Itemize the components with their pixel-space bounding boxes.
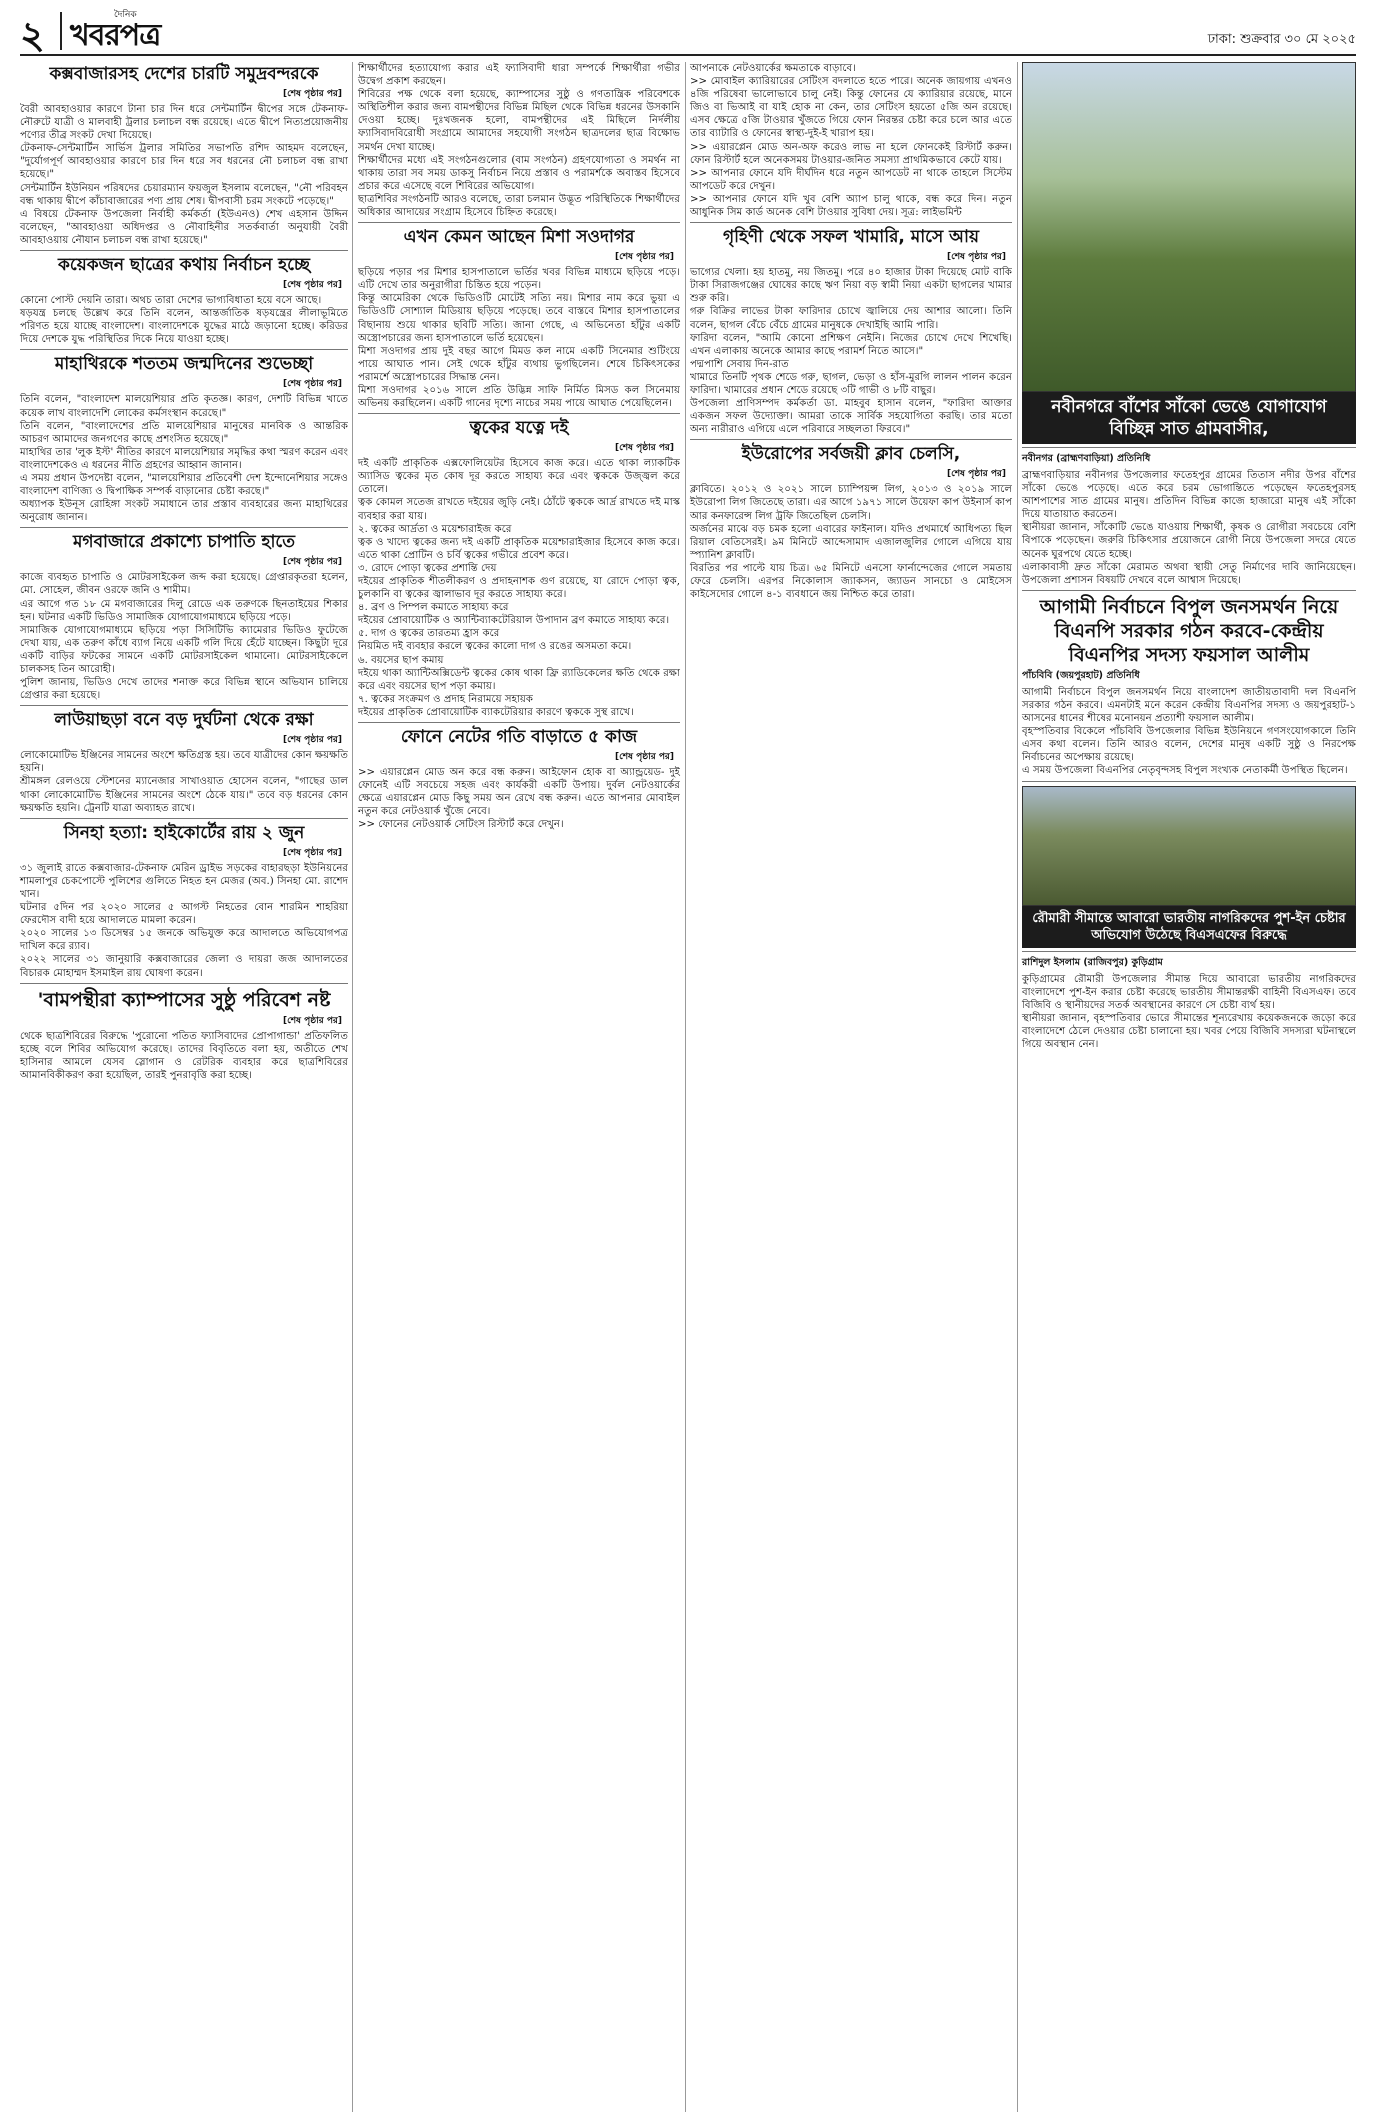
article (690, 62, 1012, 223)
masthead-divider (60, 12, 62, 50)
article (20, 988, 352, 1085)
article-body: কুড়িগ্রামের রৌমারী উপজেলার সীমান্ত দিয়ে আবারো ভারতীয় নাগরিকদের বাংলাদেশে পুশ-ইন করার চেষ্টা করেছে ভারতীয় সীমান্তরক্ষী বাহিনী বিএসএফ। তবে বিজিবি ও স্থানীয়দের সতর্ক অবস্থানের কারণে সে চেষ্টা ব্যর্থ হয়। স্থানীয়রা জানান, বৃহস্পতিবার ভোরে সীমান্তের শূন্যরেখায় কয়েকজনকে জড়ো করে বাংলাদেশে ঠেলে দেওয়ার চেষ্টা চালানো হয়। খবর পেয়ে বিজিবি সদস্যরা ঘটনাস্থলে গিয়ে অবস্থান নেন। (1022, 973, 1356, 1050)
photo-caption-headline: নবীনগরে বাঁশের সাঁকো ভেঙে যোগাযোগ বিচ্ছিন্ন সাত গ্রামবাসীর, (1022, 392, 1356, 444)
continued-label: [শেষ পৃষ্ঠার পর] (946, 252, 1006, 263)
column-4 (1022, 62, 1356, 2112)
article-body: লোকোমোটিভ ইঞ্জিনের সামনের অংশে ক্ষতিগ্রস্ত হয়। তবে যাত্রীদের কোন ক্ষয়ক্ষতি হয়নি। শ্রীমঙ্গল রেলওয়ে স্টেশনের ম্যানেজার সাখাওয়াত হোসেন বলেন, "গাছের ডাল থাকা লোকোমোটিভ ইঞ্জিনের সামনের অংশে ঠেকে যায়।" তবে বড় ধরনের কোন ক্ষয়ক্ষতি হয়নি। ট্রেনটি যাত্রা অব্যাহত রাখে। (20, 750, 348, 814)
column-1 (20, 62, 352, 2112)
article-headline: ইউরোপের সর্বজয়ী ক্লাব চেলসি, (741, 444, 961, 465)
continued-label: [শেষ পৃষ্ঠার পর] (282, 847, 342, 858)
article (1022, 62, 1356, 448)
article-headline: কক্সবাজারসহ দেশের চারটি সমুদ্রবন্দরকে (49, 64, 319, 84)
article-body: থেকে ছাত্রশিবিরের বিরুদ্ধে 'পুরোনো পতিত ফ্যাসিবাদের প্রোপাগান্ডা' প্রতিফলিত হচ্ছে বলে শিবির অভিযোগ করেছে। তাদের বিবৃতিতে বলা হয়, অতীতে শেখ হাসিনার আমলে যেসব স্লোগান ও রেটরিক ব্যবহার করে ছাত্রশিবিরের আমানবিকীকরণ করা হয়েছিল, তারই পুনরাবৃত্তি করা হচ্ছে। (20, 1030, 352, 1081)
article (20, 255, 348, 350)
page-number: ২ (20, 13, 45, 57)
article (358, 227, 680, 414)
article (20, 823, 348, 984)
article-body: ক্লাবিতে। ২০১২ ও ২০২১ সালে চ্যাম্পিয়ন্স লিগ, ২০১৩ ও ২০১৯ সালে ইউরোপা লিগ জিতেছে তারা। এর আগে ১৯৭১ সালে উয়েফা কাপ উইনার্স কাপ আর কনফারেন্স লিগ ট্রফি জিতেছিল চেলসি। অর্জনের মাঝে বড় চমক হলো এবারের ফাইনাল। যদিও প্রথমার্ধে আধিপত্য ছিল রিয়াল বেতিসেরই। ৯ম মিনিটে আব্দেসামাদ এজালজুলির গোলে এগিয়ে যায় স্প্যানিশ ক্লাবটি। বিরতির পর পাল্টে যায় চিত্র। ৬৫ মিনিটে এনসো ফার্নান্দেজের গোলে সমতায় ফেরে চেলসি। এরপর নিকোলাস জ্যাকসন, জ্যাডন সানচো ও মোইসেস কাইসেদোর গোলে ৪-১ ব্যবধানে জয় নিশ্চিত করে তারা। (690, 484, 1012, 601)
article-headline: লাউয়াছড়া বনে বড় দুর্ঘটনা থেকে রক্ষা (54, 710, 314, 731)
continued-label: [শেষ পৃষ্ঠার পর] (614, 752, 674, 763)
article-body: ছড়িয়ে পড়ার পর মিশার হাসপাতালে ভর্তির খবর বিভিন্ন মাধ্যমে ছড়িয়ে পড়ে। এটি দেখে তার অনুরাগীরা চিন্তিত হয়ে পড়েন। কিন্তু আমেরিকা থেকে ভিডিওটি মোটেই সত্যি নয়। মিশার নাম করে ভুয়া এ ভিডিওটি সোশ্যাল মিডিয়ায় ছড়িয়ে পড়েছে। তবে বাস্তবে মিশার হাসপাতালের বিছানায় শুয়ে থাকার ছবিটি সত্যি। জানা গেছে, এ অভিনেতা হাঁটুর একটি অস্ত্রোপচারের জন্য হাসপাতালে ভর্তি হয়েছেন। মিশা সওদাগর প্রায় দুই বছর আগে মিমড কল নামে একটি সিনেমার শুটিংয়ে পায়ে আঘাত পান। সেই থেকে হাঁটুর ব্যথায় ভুগছিলেন। শেষে চিকিৎসকের পরামর্শে অস্ত্রোপচারের সিদ্ধান্ত নেন। মিশা সওদাগর ২০১৬ সালে প্রতি উদ্ভিন্ন সাফি নির্মিত মিসড কল সিনেমায় অভিনয় করছিলেন। একটি গানের দৃশ্যে নাচের সময় পায়ে আঘাত পেয়েছিলেন। (358, 267, 680, 410)
article-headline: ত্বকের যত্নে দই (469, 418, 569, 439)
dateline: ঢাকা: শুক্রবার ৩০ মে ২০২৫ (1207, 32, 1356, 47)
article-headline: মগবাজারে প্রকাশ্যে চাপাতি হাতে (72, 532, 296, 553)
news-photo (1022, 62, 1356, 392)
article-headline: ফোনে নেটের গতি বাড়াতে ৫ কাজ (400, 727, 638, 748)
article-body: কোনো পোস্ট দেয়নি তারা। অথচ তারা দেশের ভাগ্যবিধাতা হয়ে বসে আছে। ষড়যন্ত্র চলছে উল্লেখ করে তিনি বলেন, আন্তর্জাতিক ষড়যন্ত্রের লীলাভূমিতে পরিণত হয়ে যাচ্ছে বাংলাদেশ। বাংলাদেশকে যুদ্ধের মাঠে জড়ানো হচ্ছে। করিডর দিয়ে দেশকে যুদ্ধ পরিস্থিতির দিকে নিয়ে যাওয়া হচ্ছে। (20, 295, 348, 346)
article-body: আপনাকে নেটওয়ার্কের ক্ষমতাকে বাড়াবে। >> মোবাইল ক্যারিয়ারের সেটিংস বদলাতে হতে পারে। অনেক জায়গায় এখনও ৪জি পরিষেবা ভালোভাবে চালু নেই। কিন্তু ফোনের যে ক্যারিয়ার রয়েছে, মানে জিও বা ভিআই বা যাই হোক না কেন, তার সেটিংস হয়তো ৫জি অন রয়েছে। এসব ক্ষেত্রে ৫জি টাওয়ার খুঁজতে গিয়ে ফোন নিরন্তর চেষ্টা করে চলে আর এতে তার ব্যাটারি ও ফোনের স্বাস্থ্য-দুই-ই খারাপ হয়। >> এয়ারপ্লেন মোড অন-অফ করেও লাভ না হলে ফোনকেই রিস্টার্ট করুন। ফোন রিস্টার্ট হলে অনেকসময় টাওয়ার-জনিত সমস্যা প্রাথমিকভাবে কেটে যায়। >> আপনার ফোনে যদি দীর্ঘদিন ধরে নতুন আপডেট না থাকে তাহলে সিস্টেম আপডেট করে দেখুন। >> আপনার ফোনে যদি খুব বেশি অ্যাপ চালু থাকে, বন্ধ করে দিন। নতুন আধুনিক সিম কার্ড অনেক বেশি টাওয়ার সুবিধা দেয়। সূত্র: লাইভমিন্ট (690, 63, 1012, 219)
column-rule (1017, 62, 1018, 2112)
article-body: >> এয়ারপ্লেন মোড অন করে বন্ধ করুন। আইফোন হোক বা অ্যান্ড্রয়েড- দুই ফোনেই এটি সবচেয়ে সহজ এবং কার্যকরী একটি উপায়। দুর্বল নেটওয়ার্কের ক্ষেত্রে এয়ারপ্লেন মোড কিছু সময় অন রেখে বন্ধ করুন। এতে আপনার মোবাইল নতুন করে নেটওয়ার্ক খুঁজে নেবে। >> ফোনের নেটওয়ার্ক সেটিংস রিস্টার্ট করে দেখুন। (358, 767, 680, 831)
logo-small-text: দৈনিক (114, 10, 137, 20)
article-headline: কয়েকজন ছাত্রের কথায় নির্বাচন হচ্ছে (58, 255, 310, 276)
continued-label: [শেষ পৃষ্ঠার পর] (282, 1015, 342, 1026)
article (20, 532, 348, 706)
continued-label: [শেষ পৃষ্ঠার পর] (282, 89, 342, 99)
continued-label: [শেষ পৃষ্ঠার পর] (282, 280, 342, 291)
article-body: শিক্ষার্থীদের হত্যাযোগ্য করার এই ফ্যাসিবাদী ধারা সম্পর্কে শিক্ষার্থীরা গভীর উদ্বেগ প্রকাশ করছেন। শিবিরের পক্ষ থেকে বলা হয়েছে, ক্যাম্পাসের সুষ্ঠু ও গণতান্ত্রিক পরিবেশকে অস্থিতিশীল করার জন্য বামপন্থীদের বিভিন্ন মিছিল থেকে বিভিন্ন ধরনের উসকানি দেওয়া হচ্ছে। দুঃখজনক হলো, বামপন্থীদের এই মিছিলে নির্দলীয় ফ্যাসিবাদবিরোধী সংগ্রামে আমাদের সহযোগী সংগঠন ছাত্রদলের ছাত্র বিক্ষোভ সমর্থন দেখা যাচ্ছে। শিক্ষার্থীদের মধ্যে এই সংগঠনগুলোর (বাম সংগঠন) গ্রহণযোগ্যতা ও সমর্থন না থাকায় তারা সব সময় ডাকসু নির্বাচন নিয়ে প্রস্তাব ও পরামর্শকে অবাস্তব হিসেবে প্রচার করে এসেছে বলে শিবিরের অভিযোগ। ছাত্রশিবির সংগঠনটি আরও বলেছে, তারা চলমান উদ্ভূত পরিস্থিতিকে শিক্ষার্থীদের অধিকার আদায়ের সংগ্রাম হিসেবে চিহ্নিত করেছে। (358, 63, 680, 219)
column-2 (358, 62, 680, 2112)
continued-label: [শেষ পৃষ্ঠার পর] (614, 252, 674, 263)
continued-label: [শেষ পৃষ্ঠার পর] (282, 735, 342, 746)
column-3 (690, 62, 1012, 2112)
article (1022, 786, 1356, 952)
continued-label: [শেষ পৃষ্ঠার পর] (946, 469, 1006, 480)
article-headline: আগামী নির্বাচনে বিপুল জনসমর্থন নিয়ে বিএনপি সরকার গঠন করবে-কেন্দ্রীয় বিএনপির সদস্য ফয়সাল আলীম (1039, 595, 1339, 666)
article-body: ৩১ জুলাই রাতে কক্সবাজার-টেকনাফ মেরিন ড্রাইভ সড়কের বাহারছড়া ইউনিয়নের শামলাপুর চেকপোস্টে পুলিশের গুলিতে নিহত হন মেজর (অব.) সিনহা মো. রাশেদ খান। ঘটনার ৫দিন পর ২০২০ সালের ৫ আগস্ট নিহতের বোন শারমিন শাহরিয়া ফেরদৌস বাদী হয়ে আদালতে মামলা করেন। ২০২০ সালের ১৩ ডিসেম্বর ১৫ জনকে অভিযুক্ত করে আদালতে অভিযোগপত্র দাখিল করে র‍্যাব। ২০২২ সালের ৩১ জানুয়ারি কক্সবাজারের জেলা ও দায়রা জজ আদালতের বিচারক মোহাম্মদ ইসমাইল রায় ঘোষণা করেন। (20, 862, 348, 979)
article-body: দই একটি প্রাকৃতিক এক্সফোলিয়েটর হিসেবে কাজ করে। এতে থাকা ল্যাকটিক অ্যাসিড ত্বকের মৃত কোষ দূর করতে সাহায্য করে এবং ত্বককে উজ্জ্বল করে তোলে। ত্বক কোমল সতেজ রাখতে দইয়ের জুড়ি নেই। ঠোঁটে ত্বককে আর্দ্র রাখতে দই মাস্ক ব্যবহার করা যায়। ২. ত্বকের আর্দ্রতা ও ময়েশ্চারাইজ করে ত্বক ও খাদ্যে ত্বকের জন্য দই একটি প্রাকৃতিক ময়েশ্চারাইজার হিসেবে কাজ করে। এতে থাকা প্রোটিন ও চর্বি ত্বকের গভীরে প্রবেশ করে। ৩. রোদে পোড়া ত্বকের প্রশান্তি দেয় দইয়ের প্রাকৃতিক শীতলীকরণ ও প্রদাহনাশক গুণ রয়েছে, যা রোদে পোড়া ত্বক, চুলকানি বা ত্বকের জ্বালাভাব দূর করতে সাহায্য করে। ৪. ব্রণ ও পিম্পল কমাতে সাহায্য করে দইয়ের প্রোবায়োটিক ও অ্যান্টিব্যাকটেরিয়াল উপাদান ব্রণ কমাতে সাহায্য করে। ৫. দাগ ও ত্বকের তারতম্য হ্রাস করে নিয়মিত দই ব্যবহার করলে ত্বকের কালো দাগ ও রঙের অসমতা কমে। ৬. বয়সের ছাপ কমায় দইয়ে থাকা অ্যান্টিঅক্সিডেন্ট ত্বকের কোষ থাকা ফ্রি র‍্যাডিকেলের ক্ষতি থেকে রক্ষা করে এবং বয়সের ছাপ পড়া কমায়। ৭. ত্বকের সংক্রমণ ও প্রদাহ নিরাময়ে সহায়ক দইয়ের প্রাকৃতিক প্রোবায়োটিক ব্যাকটেরিয়ার কারণে ত্বককে সুস্থ রাখে। (358, 458, 680, 718)
article (20, 64, 348, 251)
article-headline: 'বামপন্থীরা ক্যাম্পাসের সুষ্ঠু পরিবেশ নষ্ট (37, 988, 331, 1011)
article-body: ভাগ্যের খেলা। হয় হাতমু, নয় জিতমু। পরে ৪০ হাজার টাকা দিয়েছে মোট বাকি টাকা সিরাজগঞ্জের ঘোষের কাছে ঋণ নিয়া বড় স্বামী নিয়া একটা ছাগলের খামার শুরু করি। গরু বিক্রির লাভের টাকা ফারিদার চোখে জ্বালিয়ে দেয় আশার আলো। তিনি বলেন, ছাগল বেঁচে বেঁচে গ্রামের মানুষকে দেখাইছি আমি পারি। ফারিদা বলেন, "আমি কোনো প্রশিক্ষণ নেইনি। নিজের চোখে দেখে শিখেছি। এখন এলাকায় অনেকে আমার কাছে পরামর্শ নিতে আসে।" পদ্মপাশি সেবায় দিন-রাত খামারে তিনটি পৃথক শেডে গরু, ছাগল, ভেড়া ও হাঁস-মুরগি লালন পালন করেন ফারিদা। খামারের প্রধান শেডে রয়েছে ৩টি গাভী ও ৮টি বাছুর। উপজেলা প্রাণিসম্পদ কর্মকর্তা ডা. মাহবুব হাসান বলেন, "ফারিদা আক্তার একজন সফল উদ্যোক্তা। আমরা তাকে সার্বিক সহযোগিতা করছি। তার মতো অন্য নারীরাও এগিয়ে এলে পরিবারে সচ্ছলতা ফিরবে।" (690, 267, 1012, 436)
article (358, 727, 680, 834)
article-headline: এখন কেমন আছেন মিশা সওদাগর (403, 227, 635, 248)
article (20, 710, 348, 818)
article-byline: রাশিদুল ইসলাম (রাজিবপুর) কুড়িগ্রাম (1022, 956, 1163, 968)
article (690, 227, 1012, 440)
article (1022, 595, 1356, 782)
article (690, 444, 1012, 604)
article (1022, 956, 1356, 1055)
continued-label: [শেষ পৃষ্ঠার পর] (282, 379, 342, 390)
article-body: আগামী নির্বাচনে বিপুল জনসমর্থন নিয়ে বাংলাদেশ জাতীয়তাবাদী দল বিএনপি সরকার গঠন করবে। এমনটাই মনে করেন কেন্দ্রীয় বিএনপির সদস্য ও জয়পুরহাট-১ আসনের ধানের শীষের মনোনয়ন প্রত্যাশী ফয়সাল আলীম। বৃহস্পতিবার বিকেলে পাঁচবিবি উপজেলার বিভিন্ন ইউনিয়নে গণসংযোগকালে তিনি এসব কথা বলেন। তিনি আরও বলেন, দেশের মানুষ একটি সুষ্ঠু ও নিরপেক্ষ নির্বাচনের অপেক্ষায় রয়েছে। এ সময় উপজেলা বিএনপির নেতৃবৃন্দসহ বিপুল সংখ্যক নেতাকর্মী উপস্থিত ছিলেন। (1022, 686, 1356, 777)
article-byline: পাঁচবিবি (জয়পুরহাট) প্রতিনিধি (1022, 669, 1140, 681)
article (20, 354, 348, 528)
news-photo (1022, 786, 1356, 906)
photo-caption-headline: রৌমারী সীমান্তে আবারো ভারতীয় নাগরিকদের পুশ-ইন চেষ্টার অভিযোগ উঠেছে বিএসএফের বিরুদ্ধে (1022, 906, 1356, 948)
newspaper-logo (70, 10, 160, 52)
article-body: বৈরী আবহাওয়ার কারণে টানা চার দিন ধরে সেন্টমার্টিন দ্বীপের সঙ্গে টেকনাফ-নৌরুটে যাত্রী ও মালবাহী ট্রলার চলাচল বন্ধ রয়েছে। এতে দ্বীপে নিত্যপ্রয়োজনীয় পণ্যের তীব্র সংকট দেখা দিয়েছে। টেকনাফ-সেন্টমার্টিন সার্ভিস ট্রলার সমিতির সভাপতি রশিদ আহমদ বলেছেন, "দুর্যোগপূর্ণ আবহাওয়ার কারণে চার দিন ধরে সব ধরনের নৌ চলাচল বন্ধ রাখা হয়েছে।" সেন্টমার্টিন ইউনিয়ন পরিষদের চেয়ারম্যান ফয়জুল ইসলাম বলেছেন, "নৌ পরিবহন বন্ধ থাকায় দ্বীপে কাঁচাবাজারের পণ্য প্রায় শেষ। দ্বীপবাসী চরম সংকটে পড়েছে।" এ বিষয়ে টেকনাফ উপজেলা নির্বাহী কর্মকর্তা (ইউএনও) শেখ এহসান উদ্দিন বলেছেন, "আবহাওয়া অধিদপ্তর ও নৌবাহিনীর সতর্কবার্তা অনুযায়ী বৈরী আবহাওয়ায় নৌযান চলাচল বন্ধ রাখা হয়েছে।" (20, 104, 348, 246)
article-body: কাজে ব্যবহৃত চাপাতি ও মোটরসাইকেল জব্দ করা হয়েছে। গ্রেপ্তারকৃতরা হলেন, মো. সোহেল, জীবন ওরফে জনি ও শামীম। এর আগে গত ১৮ মে মগবাজারের দিলু রোডে এক তরুণকে ছিনতাইয়ের শিকার হন। ঘটনার একটি ভিডিও সামাজিক যোগাযোগমাধ্যমে ছড়িয়ে পড়ে। সামাজিক যোগাযোগমাধ্যমে ছড়িয়ে পড়া সিসিটিভি ক্যামেরার ভিডিও ফুটেজে দেখা যায়, এক তরুণ কাঁধে ব্যাগ নিয়ে একটি গলি দিয়ে হেঁটে যাচ্ছেন। কিছুটা দূরে একটি বাড়ির ফটকের সামনে একটি মোটরসাইকেল থামানো। মোটরসাইকেলে চালকসহ তিন আরোহী। পুলিশ জানায়, ভিডিও দেখে তাদের শনাক্ত করে বিভিন্ন স্থানে অভিযান চালিয়ে গ্রেপ্তার করা হয়েছে। (20, 572, 348, 702)
article-headline: গৃহিণী থেকে সফল খামারি, মাসে আয় (722, 227, 980, 248)
logo-main-text: খবরপত্র (70, 18, 161, 53)
article-body: তিনি বলেন, "বাংলাদেশ মালয়েশিয়ার প্রতি কৃতজ্ঞ। কারণ, দেশটি বিভিন্ন খাতে কয়েক লাখ বাংলাদেশি লোকের কর্মসংস্থান করেছে।" তিনি বলেন, "বাংলাদেশের প্রতি মালয়েশিয়ার মানুষের মানবিক ও আন্তরিক আচরণ আমাদের জনগণের কাছে প্রশংসিত হয়েছে।" মাহাথির তার 'লুক ইস্ট' নীতির কারণে মালয়েশিয়ার সমৃদ্ধির কথা স্মরণ করেন এবং বাংলাদেশকেও এ ধরনের নীতি গ্রহণের আহ্বান জানান। এ সময় প্রধান উপদেষ্টা বলেন, "মালয়েশিয়ার প্রতিবেশী দেশ ইন্দোনেশিয়ার সঙ্গেও বাংলাদেশ বাণিজ্য ও দ্বিপাক্ষিক সম্পর্ক বাড়ানোর চেষ্টা করছে।" অধ্যাপক ইউনূস রোহিঙ্গা সংকট সমাধানে তার প্রস্তাব ব্যবহারের জন্য মাহাথিরের অনুরোধ জানান। (20, 394, 348, 524)
article (1022, 452, 1356, 591)
article (358, 62, 680, 223)
column-rule (352, 62, 353, 2112)
continued-label: [শেষ পৃষ্ঠার পর] (614, 443, 674, 454)
column-rule (685, 62, 686, 2112)
article-headline: সিনহা হত্যা: হাইকোর্টের রায় ২ জুন (63, 822, 305, 843)
article-body: ব্রাহ্মণবাড়িয়ার নবীনগর উপজেলার ফতেহপুর গ্রামের তিতাস নদীর উপর বাঁশের সাঁকো ভেঙে পড়েছে। এতে করে চরম ভোগান্তিতে পড়েছেন ফতেহপুরসহ আশপাশের সাত গ্রামের মানুষ। প্রতিদিন বিভিন্ন কাজে হাজারো মানুষ এই সাঁকো দিয়ে যাতায়াত করতেন। স্থানীয়রা জানান, সাঁকোটি ভেঙে যাওয়ায় শিক্ষার্থী, কৃষক ও রোগীরা সবচেয়ে বেশি বিপাকে পড়েছেন। জরুরি চিকিৎসার প্রয়োজনে রোগী নিয়ে উপজেলা সদরে যেতে অনেক ঘুরপথে যেতে হচ্ছে। এলাকাবাসী দ্রুত সাঁকো মেরামত অথবা স্থায়ী সেতু নির্মাণের দাবি জানিয়েছেন। উপজেলা প্রশাসন বিষয়টি দেখবে বলে আশ্বাস দিয়েছে। (1022, 470, 1356, 586)
masthead (20, 8, 1356, 56)
article-headline: মাহাথিরকে শততম জন্মদিনের শুভেচ্ছা (54, 354, 314, 375)
continued-label: [শেষ পৃষ্ঠার পর] (282, 557, 342, 568)
article (358, 418, 680, 723)
article-byline: নবীনগর (ব্রাহ্মণবাড়িয়া) প্রতিনিধি (1022, 453, 1151, 464)
